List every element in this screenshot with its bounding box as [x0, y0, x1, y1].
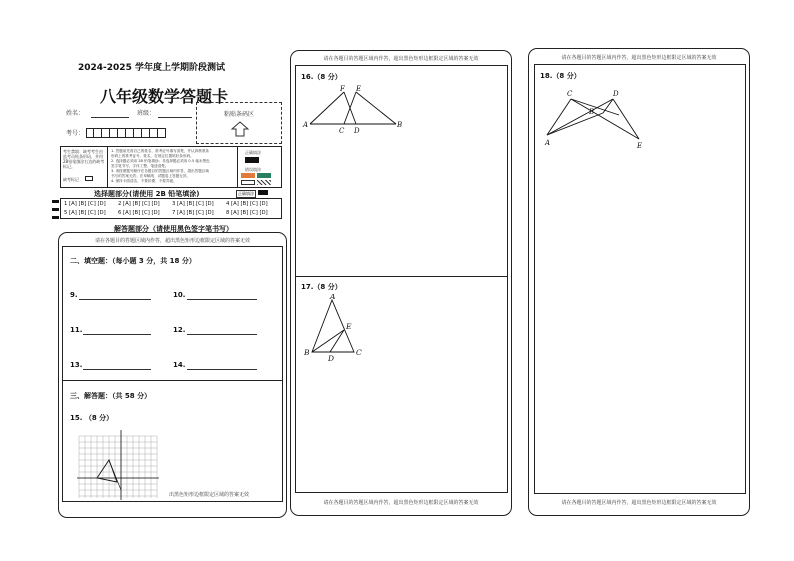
correct-fill-sample: [245, 157, 259, 163]
q17-point-c: C: [356, 348, 362, 357]
middle-divider: [296, 276, 507, 277]
choice-row: [64, 210, 276, 216]
choice-grid: [60, 198, 282, 219]
blank-11-field[interactable]: [83, 326, 151, 335]
blank-13-field[interactable]: [83, 361, 151, 370]
notice-top-middle: 请在各题目的答题区域内作答，超出黑色矩形边框限定区域的答案无效: [323, 56, 479, 62]
q16-point-a: A: [303, 121, 309, 129]
choice-title: 选择题部分(请使用 2B 铅笔填涂): [94, 190, 200, 198]
notice-top-right: 请在各题目的答题区域内作答，超出黑色矩形边框限定区域的答案无效: [561, 55, 717, 61]
middle-inner: [295, 65, 508, 493]
q17-point-b: B: [304, 348, 310, 357]
absent-label: 缺考标记: [63, 177, 79, 182]
q15-grid-figure: [77, 430, 159, 502]
q18-figure: [541, 85, 645, 151]
blank-9-label: 9.: [70, 291, 78, 299]
choice-q4[interactable]: 4 [A] [B] [C] [D]: [226, 201, 268, 207]
q17-point-a: A: [330, 294, 336, 301]
class-field[interactable]: [158, 110, 192, 118]
q18-point-a: A: [545, 139, 551, 147]
q16-point-e: E: [356, 85, 362, 93]
solve-title: 三、解答题：（共 58 分）: [70, 392, 152, 400]
notes-divider: [107, 147, 108, 187]
choice-row: [64, 201, 276, 207]
q17-label: 17.（8 分）: [301, 283, 342, 291]
notice-top: 请在各题目的答题区域内作答，超出黑色矩形边框限定区域的答案无效: [94, 238, 250, 244]
correct-fill-label: 正确填涂: [245, 150, 261, 155]
blank-14-field[interactable]: [187, 361, 257, 370]
notice-bottom-right: 请在各题目的答题区域内作答，超出黑色矩形边框限定区域的答案无效: [561, 500, 717, 506]
notes-lines: 1. 答题前先将自己的姓名、准考证号填写清楚，并认真核准条 形码上的准考证号、姓名，在规定位置贴好条形码。 2. 选择题必须用 2B 铅笔填涂；非选择题必须用 0.5 毫米黑色 签字笔书写，字体工整，笔迹清楚。 3. 请按照题号顺序在各题目的答题区域内作答，超出答题区域 书写的答案无效；在草稿纸、试题卷上答题无效。 4. 保持卡面清洁，不要折叠、不要弄破。: [111, 149, 210, 183]
choice-q3[interactable]: 3 [A] [B] [C] [D]: [172, 201, 214, 207]
q16-label: 16.（8 分）: [301, 73, 342, 81]
wrong-fill-samples: [241, 173, 277, 185]
arrow-up-icon: [231, 121, 249, 137]
answer-frame: [58, 232, 287, 518]
name-field[interactable]: [91, 110, 129, 118]
right-frame: [528, 48, 750, 516]
notes-left: 考生禁填：缺考考生由监考员贴条形码，并用2B铅笔填涂右边的缺考标记。: [63, 149, 105, 169]
middle-frame: [290, 50, 512, 516]
answer-section-title: 解答题部分（请使用黑色签字笔书写）: [114, 225, 233, 233]
blank-13-label: 13.: [70, 361, 83, 369]
page-title: 八年级数学答题卡: [100, 87, 229, 106]
name-label: 姓名：: [66, 110, 85, 117]
exam-no-label: 考号：: [66, 130, 85, 137]
choice-tag: 正确填涂: [236, 190, 268, 198]
notes-divider-2: [237, 147, 238, 187]
choice-q6[interactable]: 6 [A] [B] [C] [D]: [118, 210, 160, 216]
q17-point-d: D: [328, 354, 335, 363]
left-column: [58, 48, 290, 518]
q18-point-e: E: [637, 142, 643, 150]
absent-checkbox[interactable]: [85, 176, 93, 181]
class-label: 班级：: [137, 110, 156, 117]
q16-point-b: B: [397, 121, 402, 129]
choice-q7[interactable]: 7 [A] [B] [C] [D]: [172, 210, 214, 216]
choice-q1[interactable]: 1 [A] [B] [C] [D]: [64, 201, 106, 207]
q15-label: 15. （8 分）: [70, 414, 114, 422]
q16-point-d: D: [354, 127, 360, 135]
blank-12-label: 12.: [173, 326, 186, 334]
blank-11-label: 11.: [70, 326, 83, 334]
q16-point-f: F: [340, 85, 345, 93]
right-inner: [534, 64, 746, 494]
blank-12-field[interactable]: [187, 326, 257, 335]
choice-q2[interactable]: 2 [A] [B] [C] [D]: [118, 201, 160, 207]
q18-point-c: C: [567, 90, 573, 98]
exam-year: 2024-2025 学年度上学期阶段测试: [78, 63, 225, 73]
q18-label: 18.（8 分）: [540, 72, 581, 80]
q18-point-b: B: [589, 108, 595, 116]
q17-point-e: E: [346, 322, 352, 331]
q16-point-c: C: [339, 127, 345, 135]
choice-q8[interactable]: 8 [A] [B] [C] [D]: [226, 210, 268, 216]
answer-inner: [62, 246, 283, 502]
q16-figure: [302, 84, 402, 136]
barcode-label: 粘贴条码区: [223, 111, 254, 118]
q18-point-d: D: [613, 90, 619, 98]
notice-bottom-middle: 请在各题目的答题区域内作答，超出黑色矩形边框限定区域的答案无效: [323, 500, 479, 506]
fill-blank-title: 二、填空题：（每小题 3 分，共 18 分）: [70, 257, 196, 265]
notice-bottom-left: 出黑色矩形边框限定区域的答案无效: [169, 492, 250, 498]
choice-q5[interactable]: 5 [A] [B] [C] [D]: [64, 210, 106, 216]
wrong-fill-label: 错误填涂: [245, 167, 261, 172]
blank-10-field[interactable]: [187, 291, 257, 300]
exam-no-boxes[interactable]: [86, 128, 166, 138]
blank-14-label: 14.: [173, 361, 186, 369]
q17-figure: [302, 294, 366, 366]
blank-10-label: 10.: [173, 291, 186, 299]
notes-box: [60, 146, 282, 188]
blank-9-field[interactable]: [79, 291, 151, 300]
barcode-area: [196, 102, 282, 144]
section-divider: [63, 380, 282, 381]
side-marks: [52, 200, 59, 219]
